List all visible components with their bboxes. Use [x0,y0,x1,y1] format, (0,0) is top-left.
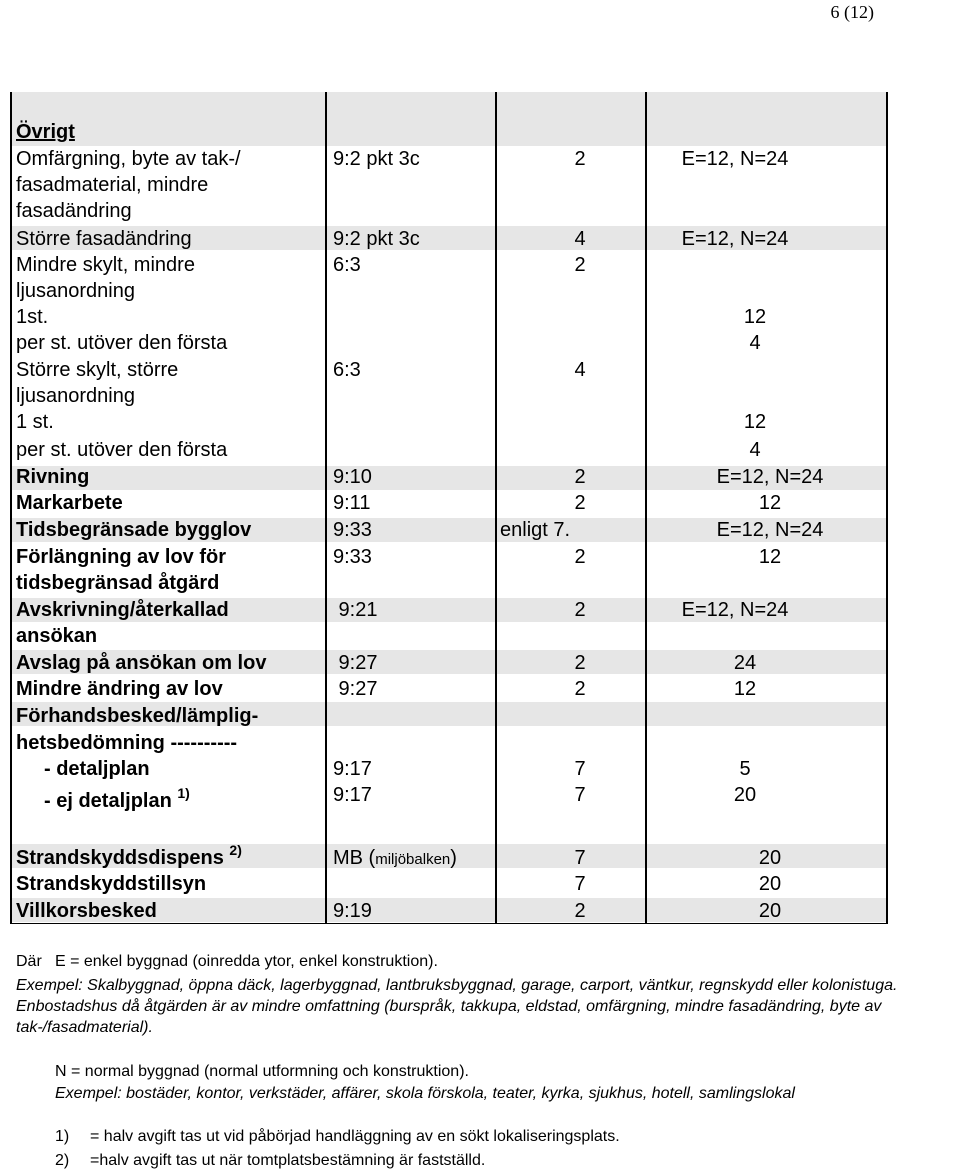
building-factor: 4 [749,332,761,354]
section-title: Övrigt [16,121,75,143]
row-label: Större fasadändring [16,228,192,250]
note-n-definition: N = normal byggnad (normal utformning och konstruktion). [55,1063,469,1080]
note-dar: Där [16,953,42,970]
paragraph-ref: 9:2 pkt 3c [333,148,420,170]
column-divider [495,92,497,924]
row-label-text: - ej detaljplan [44,790,172,812]
building-factor: E=12, N=24 [716,519,824,541]
row-label [16,842,242,872]
header-band [10,92,888,146]
building-factor: E=12, N=24 [681,148,789,170]
building-factor: 12 [743,306,767,328]
factor: 4 [574,359,586,381]
factor: 2 [574,652,586,674]
footnote-marker: 2) [229,842,242,858]
factor: 2 [574,546,586,568]
row-label: Rivning [16,466,90,488]
factor: enligt 7. [500,519,571,541]
row-label: 1st. [16,306,49,328]
paragraph-ref: 9:21 [333,599,378,621]
row-label: Mindre ändring av lov [16,678,223,700]
factor: 7 [574,847,586,869]
row-label: Avslag på ansökan om lov [16,652,267,674]
paragraph-ref: 9:17 [333,758,372,780]
paragraph-ref: 9:10 [333,466,372,488]
paragraph-ref: 9:33 [333,546,372,568]
factor: 7 [574,873,586,895]
row-label: fasadmaterial, mindre [16,174,209,196]
row-label: Avskrivning/återkallad [16,599,229,621]
factor: 2 [574,466,586,488]
table-border-left [10,92,12,924]
note-e-definition: E = enkel byggnad (oinredda ytor, enkel konstruktion). [55,953,438,970]
building-factor: 20 [758,873,782,895]
building-factor: 20 [758,900,782,922]
column-divider [645,92,647,924]
building-factor: 12 [743,411,767,433]
paragraph-ref: 9:27 [333,652,378,674]
page-number: 6 (12) [830,2,874,22]
paragraph-ref: 9:27 [333,678,378,700]
footnote-2-text: =halv avgift tas ut när tomtplatsbestämning är fastställd. [90,1152,486,1169]
factor: 2 [574,254,586,276]
footnote-2-number: 2) [55,1152,70,1169]
row-label: per st. utöver den första [16,332,228,354]
footnote-marker: 1) [177,785,190,801]
row-label: Förlängning av lov för [16,546,227,568]
ref-note: miljöbalken [375,851,451,868]
factor: 2 [574,678,586,700]
paragraph-ref: 6:3 [333,359,361,381]
row-label: Tidsbegränsade bygglov [16,519,252,541]
footnote-1-number: 1) [55,1128,70,1145]
row-label: Strandskyddstillsyn [16,873,207,895]
row-label: 1 st. [16,411,54,433]
row-label: per st. utöver den första [16,439,228,461]
building-factor: 12 [758,546,782,568]
paragraph-ref: 9:11 [333,492,371,514]
paragraph-ref: 9:19 [333,900,372,922]
ref-suffix: ) [450,847,457,869]
row-label: - detaljplan [44,758,150,780]
factor: 2 [574,148,586,170]
factor: 7 [574,784,586,806]
building-factor: E=12, N=24 [681,228,789,250]
row-label: fasadändring [16,200,132,222]
row-label: ljusanordning [16,280,135,302]
row-label-text: Strandskyddsdispens [16,847,224,869]
building-factor: 4 [749,439,761,461]
row-label: Markarbete [16,492,123,514]
footnote-1-text: = halv avgift tas ut vid påbörjad handläggning av en sökt lokaliseringsplats. [90,1128,620,1145]
paragraph-ref: 9:17 [333,784,372,806]
column-divider [325,92,327,924]
building-factor: 12 [758,492,782,514]
row-label: Förhandsbesked/lämplig- [16,705,259,727]
paragraph-ref: 9:33 [333,519,372,541]
building-factor: 20 [758,847,782,869]
paragraph-ref: 9:2 pkt 3c [333,228,420,250]
row-label: Omfärgning, byte av tak-/ [16,148,241,170]
row-label [44,785,190,815]
building-factor: 5 [739,758,751,780]
building-factor: 24 [733,652,757,674]
factor: 2 [574,599,586,621]
building-factor: E=12, N=24 [681,599,789,621]
building-factor: E=12, N=24 [716,466,824,488]
building-factor: 12 [733,678,757,700]
factor: 2 [574,492,586,514]
row-label: Villkorsbesked [16,900,157,922]
building-factor: 20 [733,784,757,806]
row-label: ljusanordning [16,385,135,407]
paragraph-ref: 6:3 [333,254,361,276]
table-border-right [886,92,888,924]
factor: 7 [574,758,586,780]
row-label: Större skylt, större [16,359,179,381]
note-n-example: Exempel: bostäder, kontor, verkstäder, affärer, skola förskola, teater, kyrka, sjukhus, hotell, samlingslokal [55,1085,795,1102]
note-e-example: Exempel: Skalbyggnad, öppna däck, lagerbyggnad, lantbruksbyggnad, garage, carport, väntkur, regnskydd eller kolonistuga. Enbostadshus då åtgärden är av mindre omfattning (burspråk, takkupa, eldstad, omfärgning, mindre fasadändring, byte av tak-/fasadmaterial). [16,977,898,1036]
paragraph-ref [333,845,457,873]
factor: 2 [574,900,586,922]
ref-prefix: MB ( [333,847,376,869]
row-label: Mindre skylt, mindre [16,254,195,276]
row-label: ansökan [16,625,98,647]
row-label: hetsbedömning ---------- [16,732,238,754]
row-label: tidsbegränsad åtgärd [16,572,220,594]
factor: 4 [574,228,586,250]
